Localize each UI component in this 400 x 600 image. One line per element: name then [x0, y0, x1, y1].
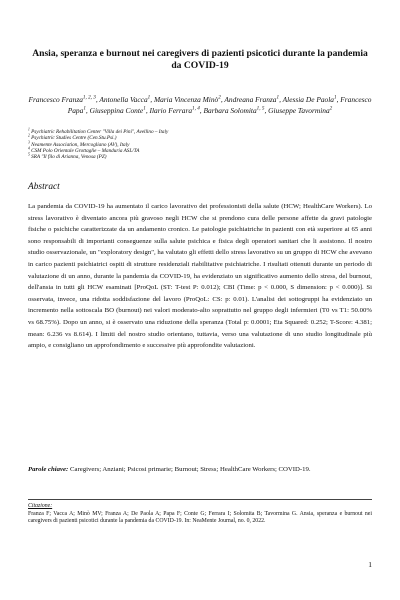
keywords-text: Caregivers; Anziani; Psicosi primarie; Burnout; Stress; HealthCare Workers; COVID-19.	[70, 466, 311, 473]
affiliation: $^1$ Psychiatric Rehabilitation Center "Villa dei Pini", Avellino – Italy	[28, 127, 169, 135]
affiliation: $^5$ SRA "Il filo di Arianna, Venosa (PZ)	[28, 152, 107, 161]
author-list: Francesco Franza$^{1, 2, 3}$, Antonella Vacca$^1$, Maria Vincenza Minò$^2$, Andreana Franza$^1$, Alessia De Paola$^1$, Francesco Papa$^1$, Giuseppina Conte$^1$, Ilario Ferrara$^{1, 4}$, Barbara Solomita$^{1, 5}$, Giuseppe Tavormina$^2$	[28, 94, 372, 115]
keywords-label: Parole chiave:	[28, 466, 69, 473]
paper-title: Ansia, speranza e burnout nei caregivers di pazienti psicotici durante la pandemia da COVID-19	[32, 48, 368, 71]
author: Barbara Solomita$^{1, 5}$	[203, 105, 265, 115]
citation-label: Citazione:	[28, 503, 53, 509]
affiliation: $^2$ Psychiatric Studies Centre (Cen.Stu.Psi.)	[28, 133, 117, 142]
author: Alessia De Paola$^1$	[282, 94, 337, 104]
citation-box	[28, 499, 372, 526]
affiliation: $^3$ Neamente Association, Mercogliano (AV), Italy	[28, 139, 130, 148]
author: Maria Vincenza Minò$^2$	[153, 94, 221, 104]
keywords	[28, 464, 372, 476]
author: Francesco Franza$^{1, 2, 3}$	[28, 94, 96, 104]
author: Francesco Papa$^1$	[67, 95, 372, 115]
author: Giuseppe Tavormina$^2$	[268, 105, 333, 115]
author: Andreana Franza$^1$	[224, 94, 280, 104]
author: Ilario Ferrara$^{1, 4}$	[149, 105, 200, 115]
affiliation-list	[28, 129, 372, 160]
abstract-text: La pandemia da COVID-19 ha aumentato il carico lavorativo dei professionisti della salute (HCW; HealthCare Workers). Lo stress lavorativo è diventato ancora più gravoso negli HCW che si prendono cura delle persone affette da gravi patologie fisiche o psichiche caratterizzate da un andamento cronico. Le patologie psichiatriche in pazienti con età superiore ai 65 anni sono responsabili di importanti conseguenze sulla salute psichica e fisica degli operatori sanitari che li assistono. Il nostro studio osservazionale, un "exploratory design", ha valutato gli effetti dello stress lavorativo su un gruppo di HCW che avevano in carico pazienti psichiatrici ospiti di strutture residenziali riabilitative psichiatriche. I risultati ottenuti durante un periodo di valutazione di un anno, durante la pandemia da COVID-19, ha evidenziato un significativo aumento dello stress, del burnout, dell'ansia in tutti gli HCW esaminati [ProQoL (ST: T-test P: 0.012); CBI (Time: p < 0.000, S dimension: p < 0.000)]. Si osservata, invece, una ridotta soddisfazione del lavoro (ProQoL: CS: p: 0.01). L'analisi dei sottogruppi ha evidenziato un incremento nella sottoscala BO (burnout) nei valori moderato-alto soprattutto nel gruppo degli infermieri (T0 vs T1: 50.00% vs 68.75%). Dopo un anno, si è osservato una riduzione della speranza (Total p: 0.0001; Eta Squared: 0.252; T-Score: 4.381; mean: 6.236 vs 8.614). I limiti del nostro studio orientano, tuttavia, verso una valutazione di uno studio longitudinale più ampio, e consigliano un approfondimento e successive più approfondite valutazioni.	[28, 203, 372, 350]
citation-text: Franza F; Vacca A; Minò MV; Franza A; De Paola A; Papa F; Conte G; Ferrara I; Solomita B; Tavormina G. Ansia, speranza e burnout nei caregivers di pazienti psicotici durante la pandemia da COVID-19. In: NeaMente Journal, no. 0, 2022.	[28, 510, 372, 525]
page-number: 1	[368, 560, 372, 569]
affiliation: $^4$ CSM Polo Orientale Grottaglie – Manduria ASL/TA	[28, 146, 140, 154]
author: Antonella Vacca$^1$	[99, 94, 151, 104]
author: Giuseppina Conte$^1$	[89, 105, 146, 115]
abstract-heading: Abstract	[28, 182, 60, 192]
